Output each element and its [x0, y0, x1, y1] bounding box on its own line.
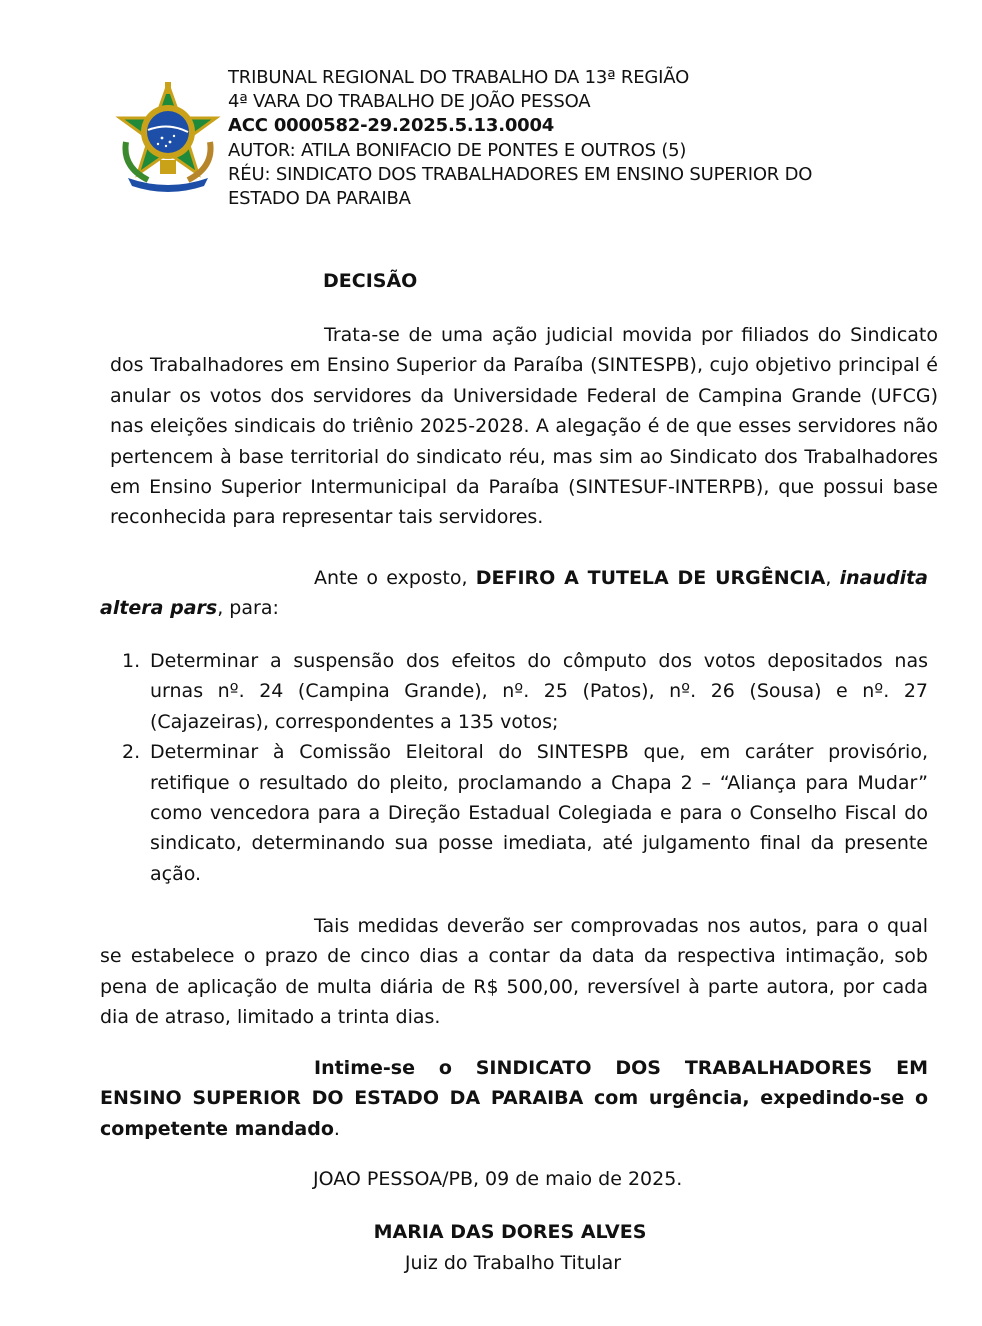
defendant-line-1: RÉU: SINDICATO DOS TRABALHADORES EM ENSINO SUPERIOR DO	[228, 163, 813, 185]
signer-role: Juiz do Trabalho Titular	[404, 1252, 622, 1274]
ruling-comma: ,	[825, 567, 840, 589]
deadline-paragraph: Tais medidas deverão ser comprovadas nos autos, para o qual se estabelece o prazo de cinco dias a contar da data da respectiva intimação, sob pena de aplicação de multa diária de R$ 500,00, reversível à parte autora, por cada dia de atraso, limitado a trinta dias.	[100, 915, 928, 1029]
list-item-text: Determinar a suspensão dos efeitos do cômputo dos votos depositados nas urnas nº. 24 (Campina Grande), nº. 25 (Patos), nº. 26 (Sousa) e nº. 27 (Cajazeiras), correspondentes a 135 votos;	[150, 650, 928, 733]
court-name: TRIBUNAL REGIONAL DO TRABALHO DA 13ª REGIÃO	[228, 67, 690, 88]
plaintiff-line: AUTOR: ATILA BONIFACIO DE PONTES E OUTROS (5)	[228, 139, 687, 161]
defendant-line-2: ESTADO DA PARAIBA	[228, 188, 411, 210]
signer-name: MARIA DAS DORES ALVES	[373, 1221, 647, 1243]
ruling-paragraph	[100, 563, 928, 624]
list-item	[110, 646, 928, 737]
court-branch: 4ª VARA DO TRABALHO DE JOÃO PESSOA	[228, 91, 591, 113]
case-number: ACC 0000582-29.2025.5.13.0004	[228, 115, 555, 137]
date-line: JOAO PESSOA/PB, 09 de maio de 2025.	[313, 1168, 683, 1190]
list-item-number: 2.	[122, 741, 141, 764]
list-item-text: Determinar à Comissão Eleitoral do SINTESPB que, em caráter provisório, retifique o resultado do pleito, proclamando a Chapa 2 – “Aliança para Mudar” como vencedora para a Direção Estadual Colegiada e para o Conselho Fiscal do sindicato, determinando sua posse imediata, até julgamento final da presente ação.	[150, 741, 928, 885]
list-item	[110, 737, 928, 889]
ruling-grant: DEFIRO A TUTELA DE URGÊNCIA	[475, 567, 826, 589]
orders-list	[110, 646, 928, 889]
brazil-coat-of-arms-emblem	[112, 82, 224, 192]
summons-end: .	[333, 1117, 340, 1140]
case-header	[228, 66, 812, 211]
case-summary-paragraph: Trata-se de uma ação judicial movida por filiados do Sindicato dos Trabalhadores em Ensino Superior da Paraíba (SINTESPB), cujo objetivo principal é anular os votos dos servidores da Universidade Federal de Campina Grande (UFCG) nas eleições sindicais do triênio 2025-2028. A alegação é de que esses servidores não pertencem à base territorial do sindicato réu, mas sim ao Sindicato dos Trabalhadores em Ensino Superior Intermunicipal da Paraíba (SINTESUF-INTERPB), que possui base reconhecida para representar tais servidores.	[110, 324, 938, 529]
summons-text: Intime-se o SINDICATO DOS TRABALHADORES EM ENSINO SUPERIOR DO ESTADO DA PARAIBA com urgência, expedindo-se o competente mandado	[100, 1057, 928, 1140]
ruling-latin-term: inaudita altera pars	[100, 567, 928, 620]
ruling-intro: Ante o exposto,	[314, 567, 476, 589]
ruling-end: , para:	[217, 597, 279, 620]
list-item-number: 1.	[122, 650, 141, 672]
decision-title: DECISÃO	[323, 270, 418, 292]
summons-paragraph	[100, 1053, 928, 1144]
